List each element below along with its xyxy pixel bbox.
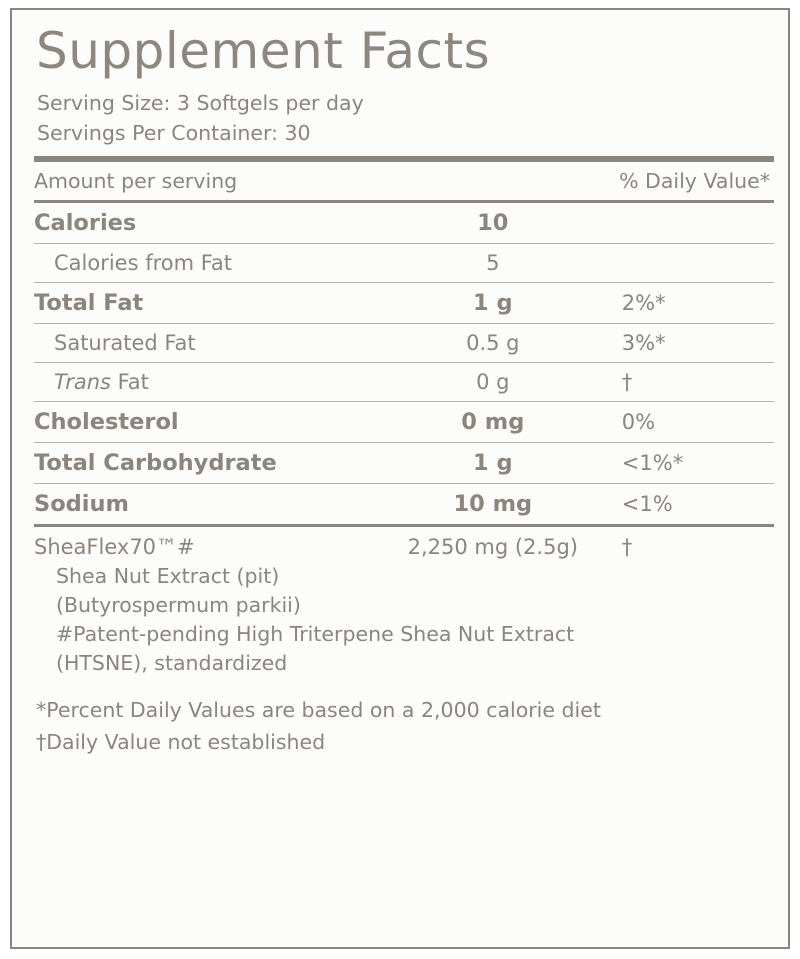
row-label: Total Fat: [34, 290, 144, 317]
row-daily-value: †: [621, 370, 633, 395]
table-header-row: [34, 162, 774, 200]
ingredient-daily-value: †: [621, 535, 633, 560]
table-row: [34, 443, 774, 484]
row-amount: 0 mg: [461, 409, 525, 436]
ingredient-name: SheaFlex70™#: [34, 535, 195, 560]
row-label: Sodium: [34, 491, 129, 518]
serving-size-text: Serving Size: 3 Softgels per day: [37, 91, 364, 115]
amount-per-serving-label: Amount per serving: [34, 169, 238, 194]
table-row: [34, 202, 774, 244]
ingredient-sub-line: (HTSNE), standardized: [56, 651, 288, 676]
divider-below-sodium: [34, 524, 774, 526]
table-row: [34, 283, 774, 324]
row-daily-value: [604, 244, 774, 283]
ingredient-main-row: [34, 533, 774, 561]
nutrition-table: [34, 162, 774, 527]
row-label-trans-fat: [34, 363, 382, 402]
ingredient-sub-line: (Butyrospermum parkii): [56, 592, 301, 617]
row-label: Cholesterol: [34, 409, 179, 436]
row-daily-value: <1%: [621, 492, 673, 517]
row-daily-value: 0%: [621, 410, 656, 435]
row-amount: 0 g: [476, 370, 510, 395]
row-daily-value: [604, 202, 774, 244]
table-row: [34, 363, 774, 402]
row-amount: 0.5 g: [466, 331, 520, 356]
row-amount: 10: [477, 210, 509, 237]
servings-per-container-text: Servings Per Container: 30: [37, 120, 311, 145]
table-row: [34, 484, 774, 525]
nutrition-table-body: [34, 162, 774, 526]
table-row: [34, 402, 774, 443]
row-daily-value: 3%*: [621, 331, 666, 356]
table-row: [34, 324, 774, 363]
footnote-daily-value-basis: *Percent Daily Values are based on a 2,000 calorie diet: [36, 698, 601, 723]
row-label: Saturated Fat: [54, 331, 196, 356]
row-amount: 10 mg: [453, 491, 533, 518]
supplement-facts-content: [34, 24, 774, 760]
footnotes: [36, 696, 774, 757]
row-label: Calories from Fat: [54, 251, 233, 276]
row-daily-value: <1%*: [621, 451, 684, 476]
table-row: [34, 244, 774, 283]
row-daily-value: 2%*: [621, 291, 666, 316]
row-label: Calories: [34, 210, 137, 237]
row-amount: 1 g: [472, 450, 513, 477]
row-label: Fat: [117, 370, 149, 395]
ingredient-sub-line: Shea Nut Extract (pit): [56, 563, 280, 588]
ingredient-block: [34, 533, 774, 678]
ingredient-amount: 2,250 mg (2.5g): [407, 535, 578, 560]
daily-value-label: % Daily Value*: [619, 169, 770, 194]
supplement-facts-panel: [10, 8, 790, 949]
row-amount: 1 g: [472, 290, 513, 317]
header-spacer: [382, 162, 604, 200]
footnote-dagger: †Daily Value not established: [36, 729, 326, 754]
row-label: Total Carbohydrate: [34, 450, 277, 477]
ingredient-sub-line: #Patent-pending High Triterpene Shea Nut Extract: [56, 622, 575, 646]
row-label-italic-prefix: Trans: [54, 370, 118, 395]
page-title: Supplement Facts: [36, 22, 491, 80]
row-amount: 5: [486, 251, 500, 276]
